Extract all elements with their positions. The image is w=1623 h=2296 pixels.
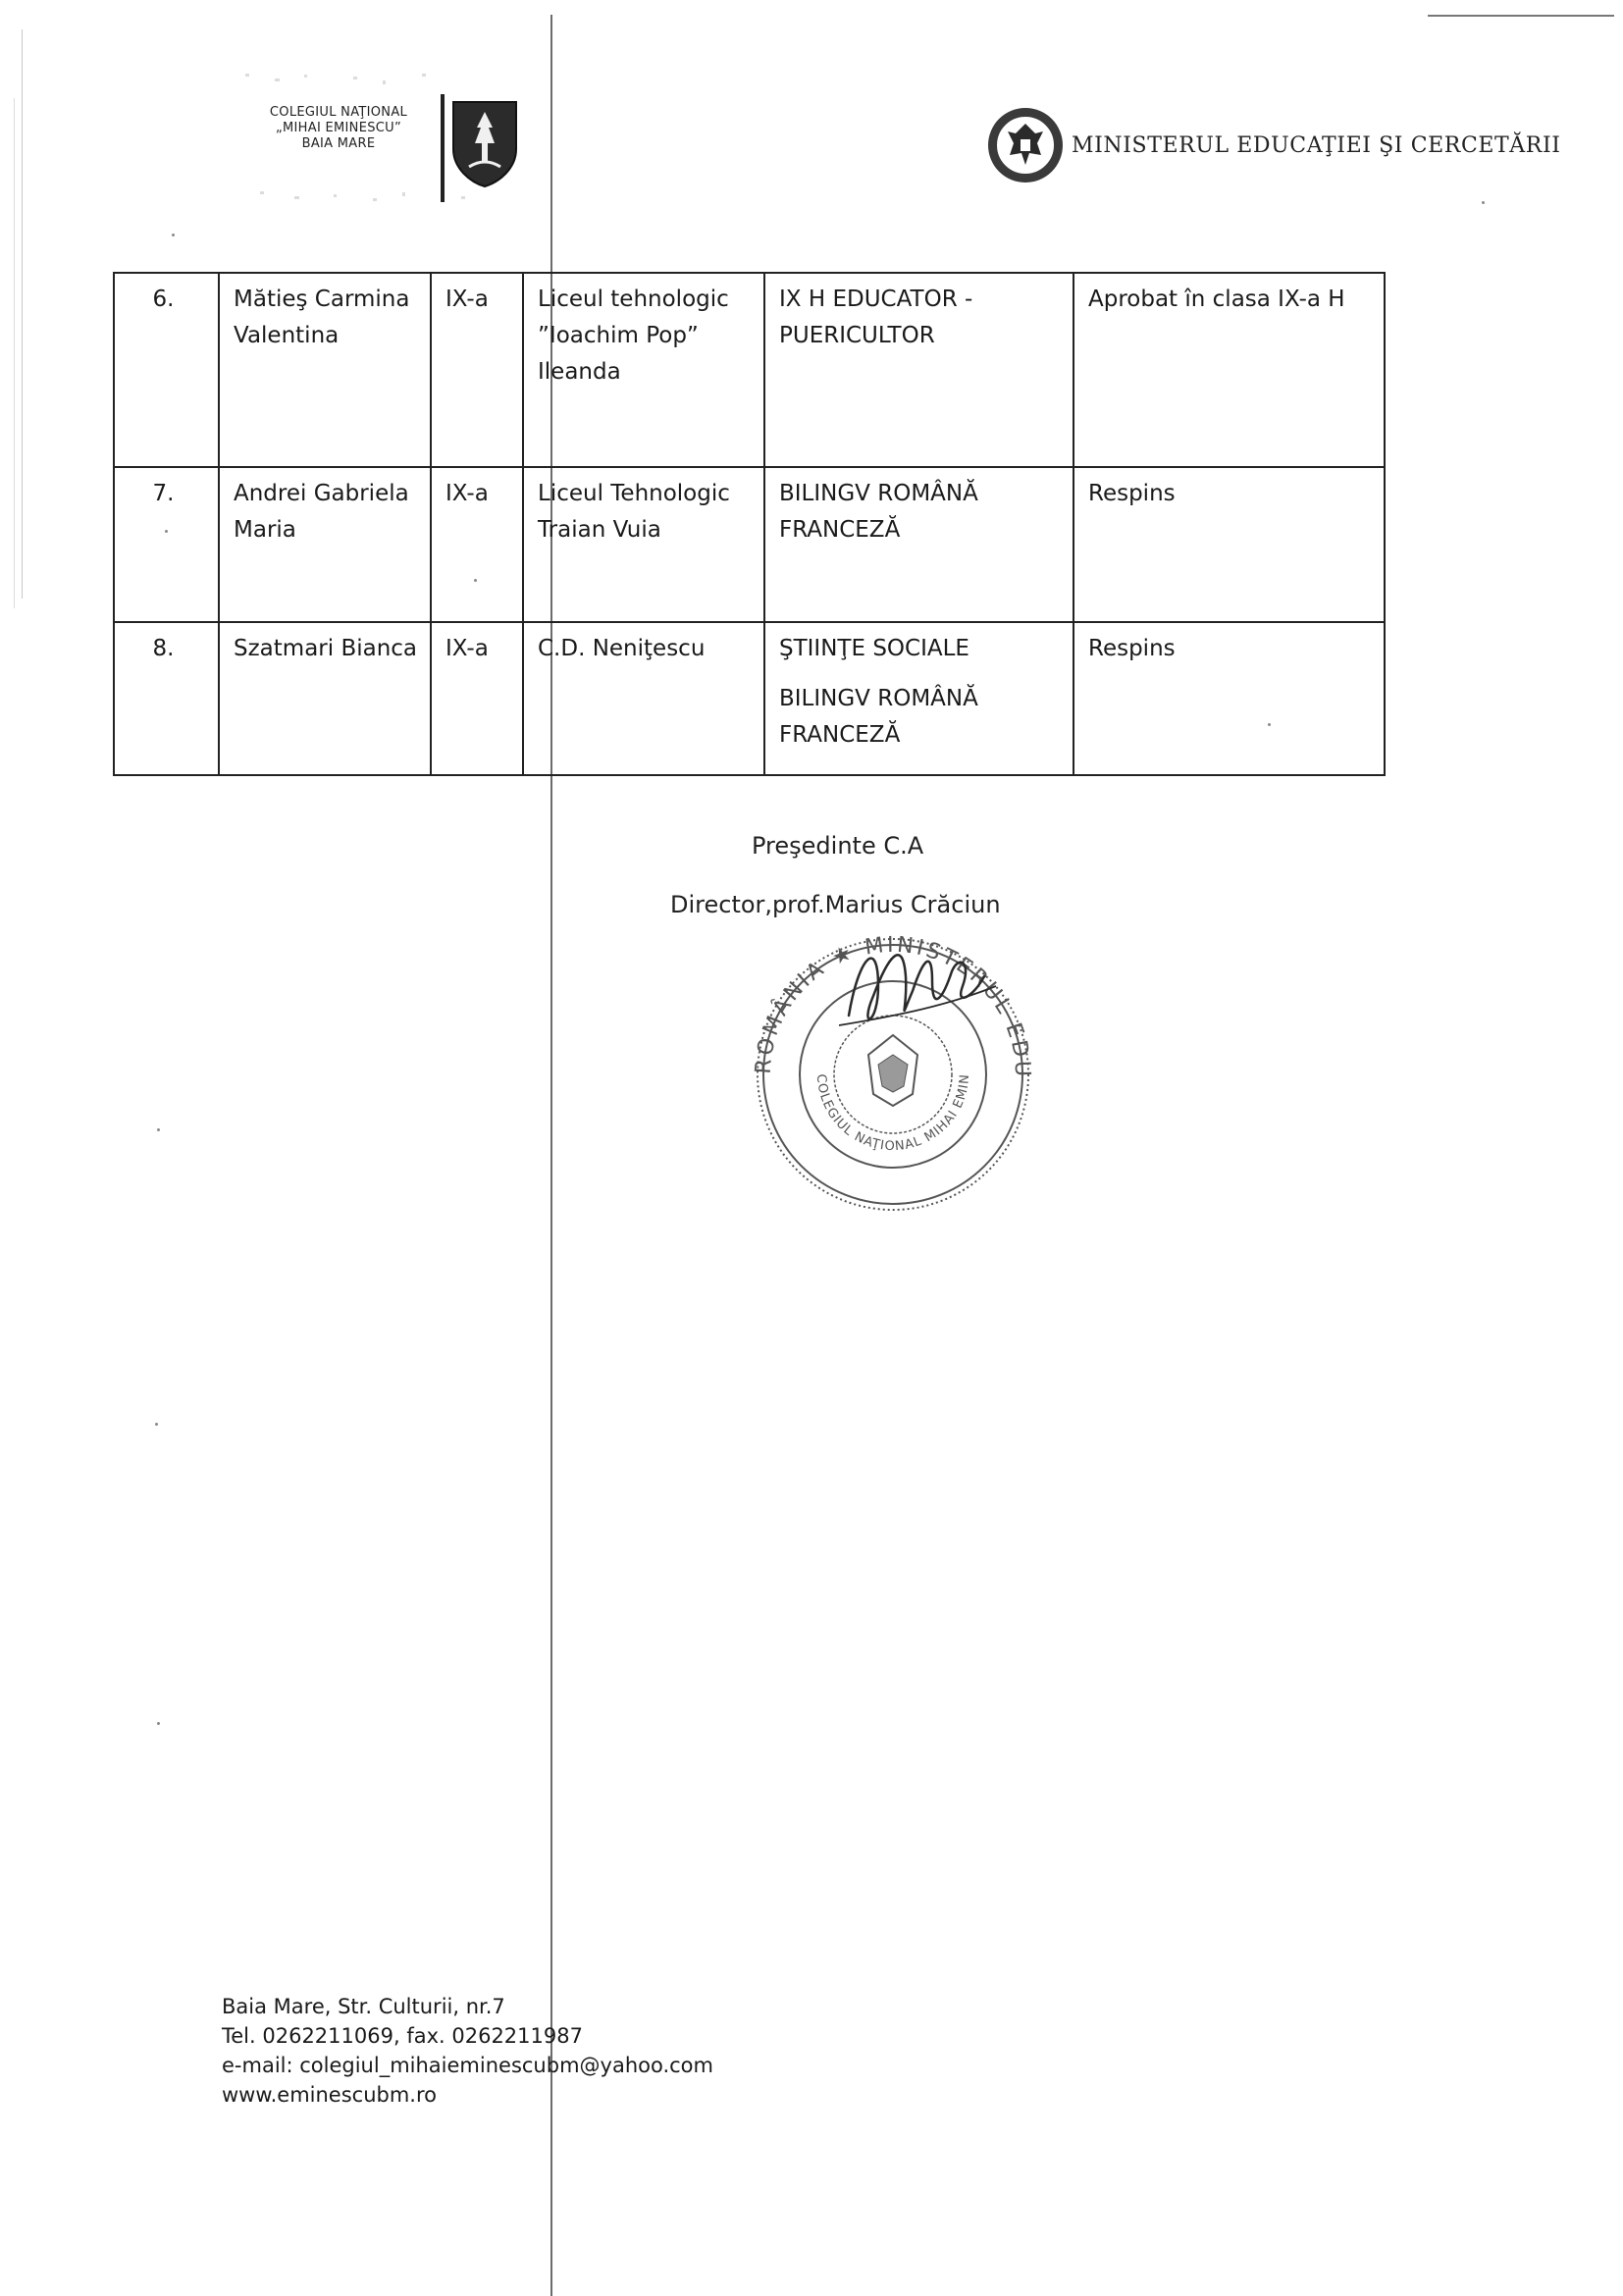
footer-website: www.eminescubm.ro xyxy=(222,2083,437,2107)
decision-cell: Respins xyxy=(1073,622,1385,775)
director-name: Director,prof.Marius Crăciun xyxy=(670,891,1001,918)
school-name xyxy=(245,105,432,152)
school-name-line: COLEGIUL NAŢIONAL xyxy=(269,105,408,120)
origin-school xyxy=(523,273,764,467)
origin-school-line: C.D. Neniţescu xyxy=(538,636,706,661)
profile-line: PUERICULTOR xyxy=(779,323,935,348)
profile-line: FRANCEZĂ xyxy=(779,517,901,543)
profile-line: FRANCEZĂ xyxy=(779,722,901,748)
requested-profile xyxy=(764,622,1073,775)
profile-line: BILINGV ROMÂNĂ xyxy=(779,686,978,711)
scan-speck xyxy=(157,1128,160,1131)
scan-speck xyxy=(157,1722,160,1725)
romania-coat-of-arms-seal-icon xyxy=(986,106,1065,184)
footer-phone: Tel. 0262211069, fax. 0262211987 xyxy=(222,2024,583,2048)
decision-cell: Respins xyxy=(1073,467,1385,622)
profile-line: IX H EDUCATOR - xyxy=(779,287,973,312)
scan-artifact-left-edge xyxy=(14,98,15,608)
scan-speck xyxy=(172,234,175,236)
row-number: 7. xyxy=(114,467,219,622)
origin-school-line: Ileanda xyxy=(538,359,621,385)
origin-school-line: Traian Vuia xyxy=(538,517,661,543)
class-cell: IX-a xyxy=(431,622,523,775)
origin-school-line: Liceul Tehnologic xyxy=(538,481,730,506)
student-name xyxy=(219,622,431,775)
profile-line: BILINGV ROMÂNĂ xyxy=(779,481,978,506)
requested-profile xyxy=(764,273,1073,467)
origin-school xyxy=(523,622,764,775)
student-name-line: Maria xyxy=(234,517,296,543)
scan-speck xyxy=(155,1423,158,1426)
official-stamp-with-signature xyxy=(731,917,1055,1212)
stamp-inner-text: COLEGIUL NAŢIONAL MIHAI EMIN xyxy=(812,1072,973,1155)
shield-crest-icon xyxy=(449,98,520,188)
decision-cell: Aprobat în clasa IX-a H xyxy=(1073,273,1385,467)
student-name-line: Andrei Gabriela xyxy=(234,481,409,506)
school-name-line: BAIA MARE xyxy=(301,136,376,151)
scan-speck xyxy=(1482,201,1485,204)
table-row xyxy=(114,273,1385,467)
class-cell: IX-a xyxy=(431,273,523,467)
footer-email: e-mail: colegiul_mihaieminescubm@yahoo.com xyxy=(222,2054,713,2077)
table-row xyxy=(114,622,1385,775)
school-name-line: „MIHAI EMINESCU” xyxy=(275,121,401,135)
row-number: 8. xyxy=(114,622,219,775)
student-name xyxy=(219,273,431,467)
origin-school-line: Liceul tehnologic xyxy=(538,287,729,312)
origin-school-line: ”Ioachim Pop” xyxy=(538,323,699,348)
origin-school xyxy=(523,467,764,622)
scan-artifact-top-line xyxy=(1428,15,1614,17)
contact-footer xyxy=(222,1992,713,2110)
student-name-line: Valentina xyxy=(234,323,340,348)
president-title: Preşedinte C.A xyxy=(752,832,924,860)
requested-profile xyxy=(764,467,1073,622)
class-cell: IX-a xyxy=(431,467,523,622)
results-table xyxy=(113,272,1386,776)
student-name-line: Szatmari Bianca xyxy=(234,636,418,661)
stamp-outer-text: ROMÂNIA ★ MINISTERUL EDU xyxy=(751,932,1035,1080)
logo-divider xyxy=(441,94,445,202)
ministry-name: MINISTERUL EDUCAŢIEI ŞI CERCETĂRII xyxy=(1072,133,1561,158)
row-number: 6. xyxy=(114,273,219,467)
profile-line: ŞTIINŢE SOCIALE xyxy=(779,636,969,661)
table-row xyxy=(114,467,1385,622)
footer-address: Baia Mare, Str. Culturii, nr.7 xyxy=(222,1995,505,2018)
svg-text:ROMÂNIA ★ MINISTERUL EDUCAŢIEI xyxy=(731,917,1034,1080)
student-name-line: Mătieş Carmina xyxy=(234,287,410,312)
scan-artifact-left-edge xyxy=(22,29,23,599)
student-name xyxy=(219,467,431,622)
